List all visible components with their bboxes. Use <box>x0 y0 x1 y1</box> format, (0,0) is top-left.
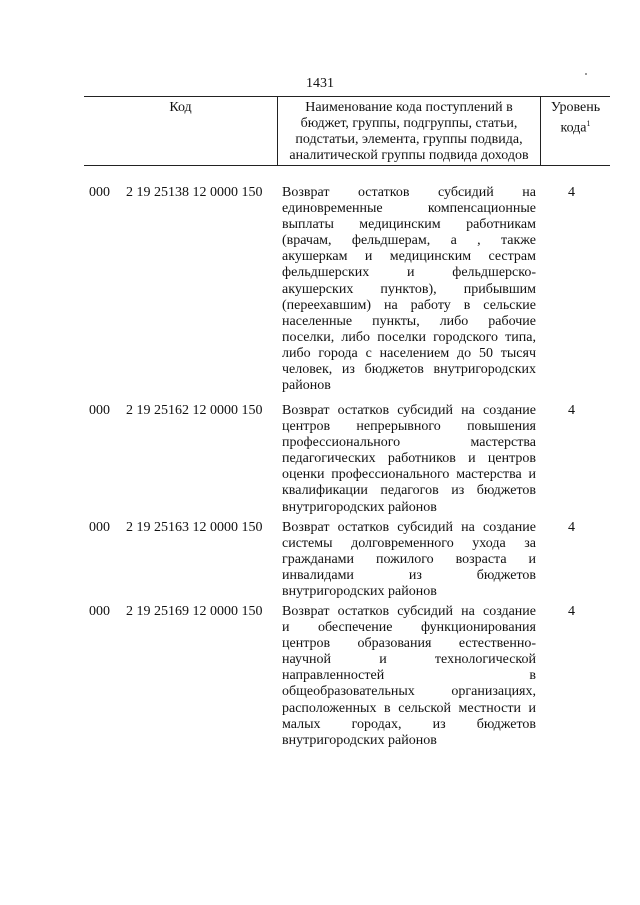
header-name <box>278 97 540 165</box>
footnote-marker: 1 <box>586 119 591 128</box>
row-code: 2 19 25169 12 0000 150 <box>126 604 263 619</box>
row-name-line: центров образования естественно- <box>282 636 536 652</box>
row-name-line: гражданами пожилого возраста и <box>282 552 536 568</box>
row-name-line: фельдшерских и фельдшерско- <box>282 265 536 281</box>
row-name-line: внутригородских районов <box>282 584 437 600</box>
row-name-line: человек, из бюджетов внутригородских <box>282 362 536 378</box>
row-name-line: внутригородских районов <box>282 499 437 515</box>
row-name-line: профессионального мастерства <box>282 435 536 451</box>
row-name-line: инвалидами из бюджетов <box>282 568 536 584</box>
page-number: 1431 <box>306 76 334 91</box>
row-name-line: внутригородских районов <box>282 732 437 748</box>
row-name-line: Возврат остатков субсидий на создание <box>282 403 536 418</box>
header-name-line: подстатьи, элемента, группы подвида, <box>295 132 523 147</box>
row-prefix: 000 <box>89 520 110 535</box>
row-level: 4 <box>568 520 575 535</box>
row-name-line: квалификации педагогов из бюджетов <box>282 483 536 499</box>
row-code: 2 19 25138 12 0000 150 <box>126 185 263 200</box>
scan-speck <box>585 73 587 75</box>
row-name-line: (врачам, фельдшерам, а , также <box>282 233 536 249</box>
row-name-line: акушерских пунктов), прибывшим <box>282 281 536 297</box>
row-name-line: поселки, либо поселки городского типа, <box>282 329 536 345</box>
row-level: 4 <box>568 604 575 619</box>
row-prefix: 000 <box>89 185 110 200</box>
row-name-line: педагогических работников и центров <box>282 451 536 467</box>
header-code <box>84 97 277 165</box>
row-prefix: 000 <box>89 604 110 619</box>
row-name-line: (переехавшим) на работу в сельские <box>282 297 536 313</box>
row-name-line: либо города с населением до 50 тысяч <box>282 345 536 361</box>
row-name-line: центров непрерывного повышения <box>282 419 536 435</box>
row-level: 4 <box>568 403 575 418</box>
row-name-line: населенные пункты, либо рабочие <box>282 313 536 329</box>
row-name-line: Возврат остатков субсидий на создание <box>282 520 536 535</box>
row-name <box>282 604 536 749</box>
row-name <box>282 185 536 394</box>
row-name-line: выплаты медицинским работникам <box>282 217 536 233</box>
row-name <box>282 520 536 600</box>
row-name-line: общеобразовательных организациях, <box>282 684 536 700</box>
row-name-line: и обеспечение функционирования <box>282 620 536 636</box>
header-level-line: кода <box>560 120 587 136</box>
row-level: 4 <box>568 185 575 200</box>
row-name-line: малых городах, из бюджетов <box>282 716 536 732</box>
header-name-line: Наименование кода поступлений в <box>305 100 513 115</box>
row-name-line: Возврат остатков субсидий на <box>282 185 536 200</box>
row-name-line: расположенных в сельской местности и <box>282 700 536 716</box>
row-name <box>282 403 536 516</box>
table-header <box>84 96 610 166</box>
header-name-line: аналитической группы подвида доходов <box>289 148 529 163</box>
header-code-label: Код <box>169 100 192 115</box>
row-prefix: 000 <box>89 403 110 418</box>
row-name-line: оценки профессионального мастерства и <box>282 467 536 483</box>
row-name-line: единовременные компенсационные <box>282 201 536 217</box>
row-name-line: акушеркам и медицинским сестрам <box>282 249 536 265</box>
row-name-line: районов <box>282 378 331 394</box>
row-code: 2 19 25162 12 0000 150 <box>126 403 263 418</box>
row-name-line: Возврат остатков субсидий на создание <box>282 604 536 619</box>
row-name-line: направленностей в <box>282 668 536 684</box>
header-level-line: Уровень <box>550 100 601 115</box>
row-code: 2 19 25163 12 0000 150 <box>126 520 263 535</box>
header-name-line: бюджет, группы, подгруппы, статьи, <box>300 116 518 131</box>
header-level <box>541 97 610 165</box>
row-name-line: научной и технологической <box>282 652 536 668</box>
row-name-line: системы долговременного ухода за <box>282 536 536 552</box>
